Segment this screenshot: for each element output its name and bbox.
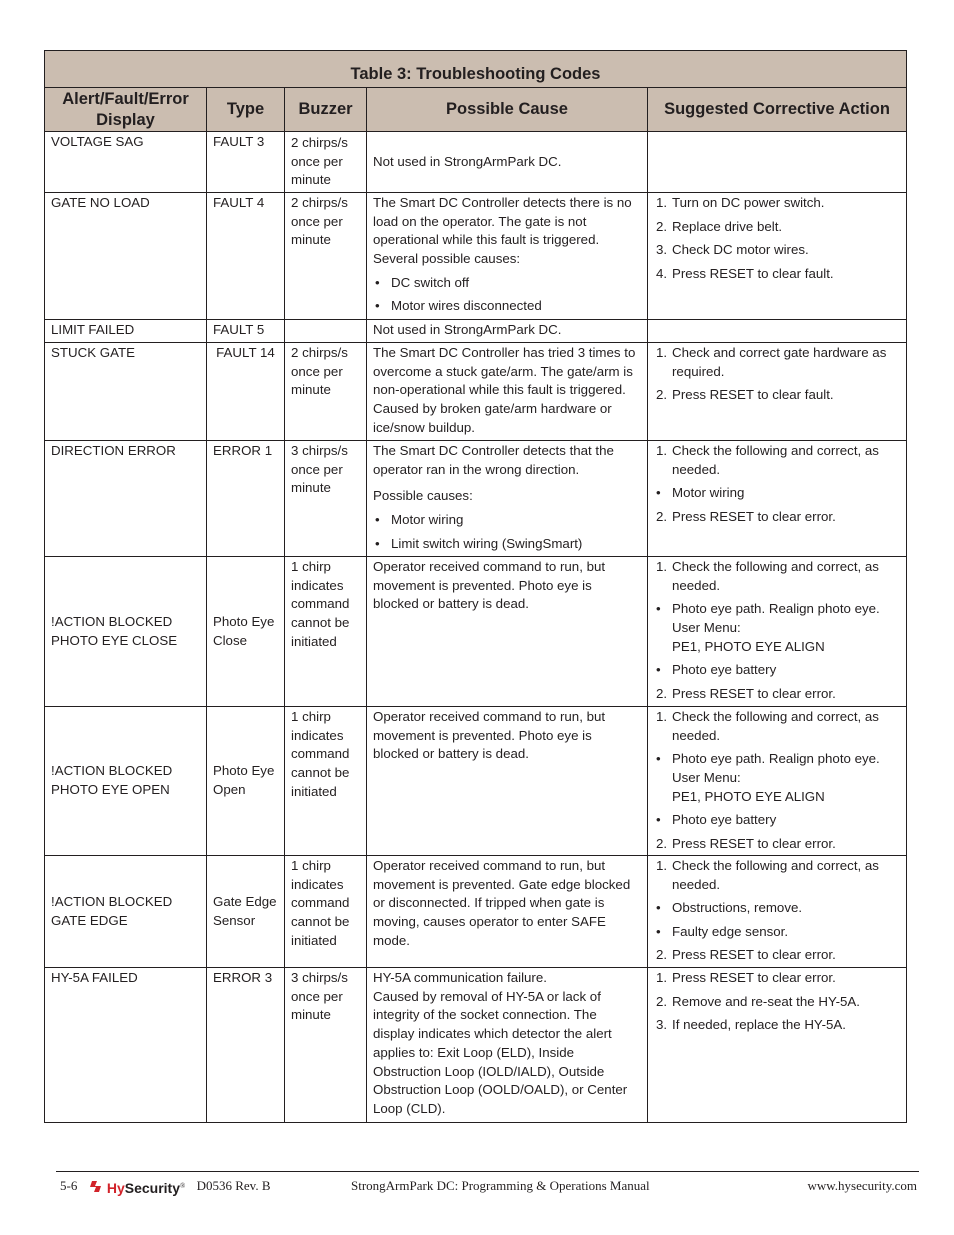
action-step: 2. Press RESET to clear error. [656,508,836,524]
action-step: 1. Check and correct gate hardware as required. [656,345,887,379]
cell-buzzer: 2 chirps/s once per minute [285,193,367,320]
action-list [654,708,900,853]
cell-cause [367,856,648,968]
action-step: • Obstructions, remove. [656,900,803,916]
action-list [654,857,900,965]
cause-list [373,274,641,316]
table-row [45,557,907,707]
cell-type: FAULT 14 [207,343,285,441]
header-type: Type [207,88,285,132]
cell-display: LIMIT FAILED [45,320,207,343]
action-step: • Photo eye path. Realign photo eye. User Menu: PE1, PHOTO EYE ALIGN [656,751,880,804]
troubleshooting-table [44,50,907,1123]
action-step: 2. Replace drive belt. [656,218,783,234]
manual-title: StrongArmPark DC: Programming & Operations Manual [351,1178,650,1193]
logo-security: Security [124,1180,180,1196]
cell-display: !ACTION BLOCKED PHOTO EYE CLOSE [45,557,207,707]
action-step: • Photo eye battery [656,812,777,828]
action-step: • Photo eye battery [656,662,777,678]
cell-type: ERROR 3 [207,968,285,1123]
cell-action [648,557,907,707]
cause-bullet: • DC switch off [375,274,470,290]
cell-type: FAULT 4 [207,193,285,320]
action-step: 1. Check the following and correct, as needed. [656,443,879,477]
page-number: 5-6 [60,1178,78,1193]
logo-hy: Hy [106,1180,125,1196]
table-row [45,707,907,856]
cell-display: STUCK GATE [45,343,207,441]
table-row [45,132,907,193]
cause-bullet: • Motor wires disconnected [375,298,542,314]
logo-trademark: ® [180,1182,186,1190]
action-step: 2. Remove and re-seat the HY-5A. [656,993,860,1009]
cell-buzzer: 2 chirps/s once per minute [285,343,367,441]
action-step: 2. Press RESET to clear error. [656,947,836,963]
cell-cause [367,132,648,193]
cell-action [648,968,907,1123]
cell-action [648,707,907,856]
cell-action [648,441,907,557]
cause-text: Not used in StrongArmPark DC. [373,153,562,169]
cell-action [648,132,907,193]
website-url: www.hysecurity.com [807,1178,917,1193]
action-step: 3. Check DC motor wires. [656,242,809,257]
cell-action [648,856,907,968]
action-list [654,558,900,703]
cause-bullet: • Motor wiring [375,512,464,528]
cell-type: Gate Edge Sensor [207,856,285,968]
table-row [45,441,907,557]
table-row [45,320,907,343]
cell-buzzer: 1 chirp indicates command cannot be initiated [285,707,367,856]
page-footer [56,1178,919,1196]
cause-text: The Smart DC Controller has tried 3 times to overcome a stuck gate/arm. The gate/arm is non-operational while this fault is triggered. Caused by broken gate/arm hardware or ice/snow buildup. [373,345,636,435]
action-step: 2. Press RESET to clear error. [656,685,836,701]
cause-text: Possible causes: [373,488,473,504]
cell-cause [367,320,648,343]
action-list [654,194,900,283]
table-body [45,132,907,1123]
action-step: 1. Check the following and correct, as needed. [656,559,879,593]
doc-revision: D0536 Rev. B [196,1178,271,1193]
action-step: 1. Press RESET to clear error. [656,970,836,985]
action-step: 1. Turn on DC power switch. [656,195,825,210]
footer-divider [56,1171,919,1172]
cell-display: GATE NO LOAD [45,193,207,320]
cell-type: FAULT 3 [207,132,285,193]
table-row [45,343,907,441]
action-step: 1. Check the following and correct, as needed. [656,858,879,892]
cell-action [648,343,907,441]
header-display: Alert/Fault/Error Display [45,88,207,132]
table-caption: Table 3: Troubleshooting Codes [45,51,907,88]
cell-display: !ACTION BLOCKED PHOTO EYE OPEN [45,707,207,856]
action-list [654,969,900,1035]
cell-display: VOLTAGE SAG [45,132,207,193]
cell-type: Photo Eye Close [207,557,285,707]
cell-display: !ACTION BLOCKED GATE EDGE [45,856,207,968]
cell-buzzer: 2 chirps/s once per minute [285,132,367,193]
cell-action [648,193,907,320]
cause-text: Operator received command to run, but movement is prevented. Photo eye is blocked or battery is dead. [373,709,606,762]
cell-buzzer: 1 chirp indicates command cannot be initiated [285,557,367,707]
cell-buzzer: 3 chirps/s once per minute [285,441,367,557]
cell-cause [367,968,648,1123]
cell-display: HY-5A FAILED [45,968,207,1123]
cell-cause [367,557,648,707]
hysecurity-logo [89,1180,190,1197]
action-step: 2. Press RESET to clear fault. [656,387,834,403]
cell-cause [367,193,648,320]
action-step: 4. Press RESET to clear fault. [656,265,834,281]
table-row [45,193,907,320]
cause-bullet: • Limit switch wiring (SwingSmart) [375,535,583,551]
action-step: • Photo eye path. Realign photo eye. User Menu: PE1, PHOTO EYE ALIGN [656,601,880,654]
table-row [45,856,907,968]
logo-mark-icon [89,1180,104,1193]
action-list [654,442,900,526]
cell-type: FAULT 5 [207,320,285,343]
action-step: • Motor wiring [656,485,745,501]
action-step: 2. Press RESET to clear error. [656,835,836,851]
action-step: • Faulty edge sensor. [656,923,789,939]
table-row [45,968,907,1123]
header-buzzer: Buzzer [285,88,367,132]
cell-buzzer: 3 chirps/s once per minute [285,968,367,1123]
cell-action [648,320,907,343]
cause-text: The Smart DC Controller detects there is no load on the operator. The gate is not operational while this fault is triggered. Several possible causes: [373,195,632,267]
action-list [654,344,900,405]
action-step: 3. If needed, replace the HY-5A. [656,1017,846,1032]
cause-text: Operator received command to run, but movement is prevented. Gate edge blocked or disconnected. If tripped when gate is moving, causes operator to enter SAFE mode. [373,858,631,948]
cell-cause [367,707,648,856]
cell-buzzer [285,320,367,343]
cell-buzzer: 1 chirp indicates command cannot be initiated [285,856,367,968]
cause-text: Not used in StrongArmPark DC. [373,322,562,337]
cell-display: DIRECTION ERROR [45,441,207,557]
header-cause: Possible Cause [367,88,648,132]
cell-cause [367,441,648,557]
cell-type: ERROR 1 [207,441,285,557]
cause-list [373,511,641,553]
cell-cause [367,343,648,441]
cause-text: Operator received command to run, but movement is prevented. Photo eye is blocked or battery is dead. [373,559,606,612]
cause-text: The Smart DC Controller detects that the operator ran in the wrong direction. [373,443,614,477]
header-action: Suggested Corrective Action [648,88,907,132]
cause-text: HY-5A communication failure. Caused by removal of HY-5A or lack of integrity of the socket connection. The display indicates which detector the alert applies to: Exit Loop (ELD), Inside Obstruction Loop (IOLD/IALD), Outside Obstruction Loop (OOLD/OALD), or Center Loop (CLD). [373,970,628,1116]
cell-type: Photo Eye Open [207,707,285,856]
action-step: 1. Check the following and correct, as needed. [656,709,879,743]
